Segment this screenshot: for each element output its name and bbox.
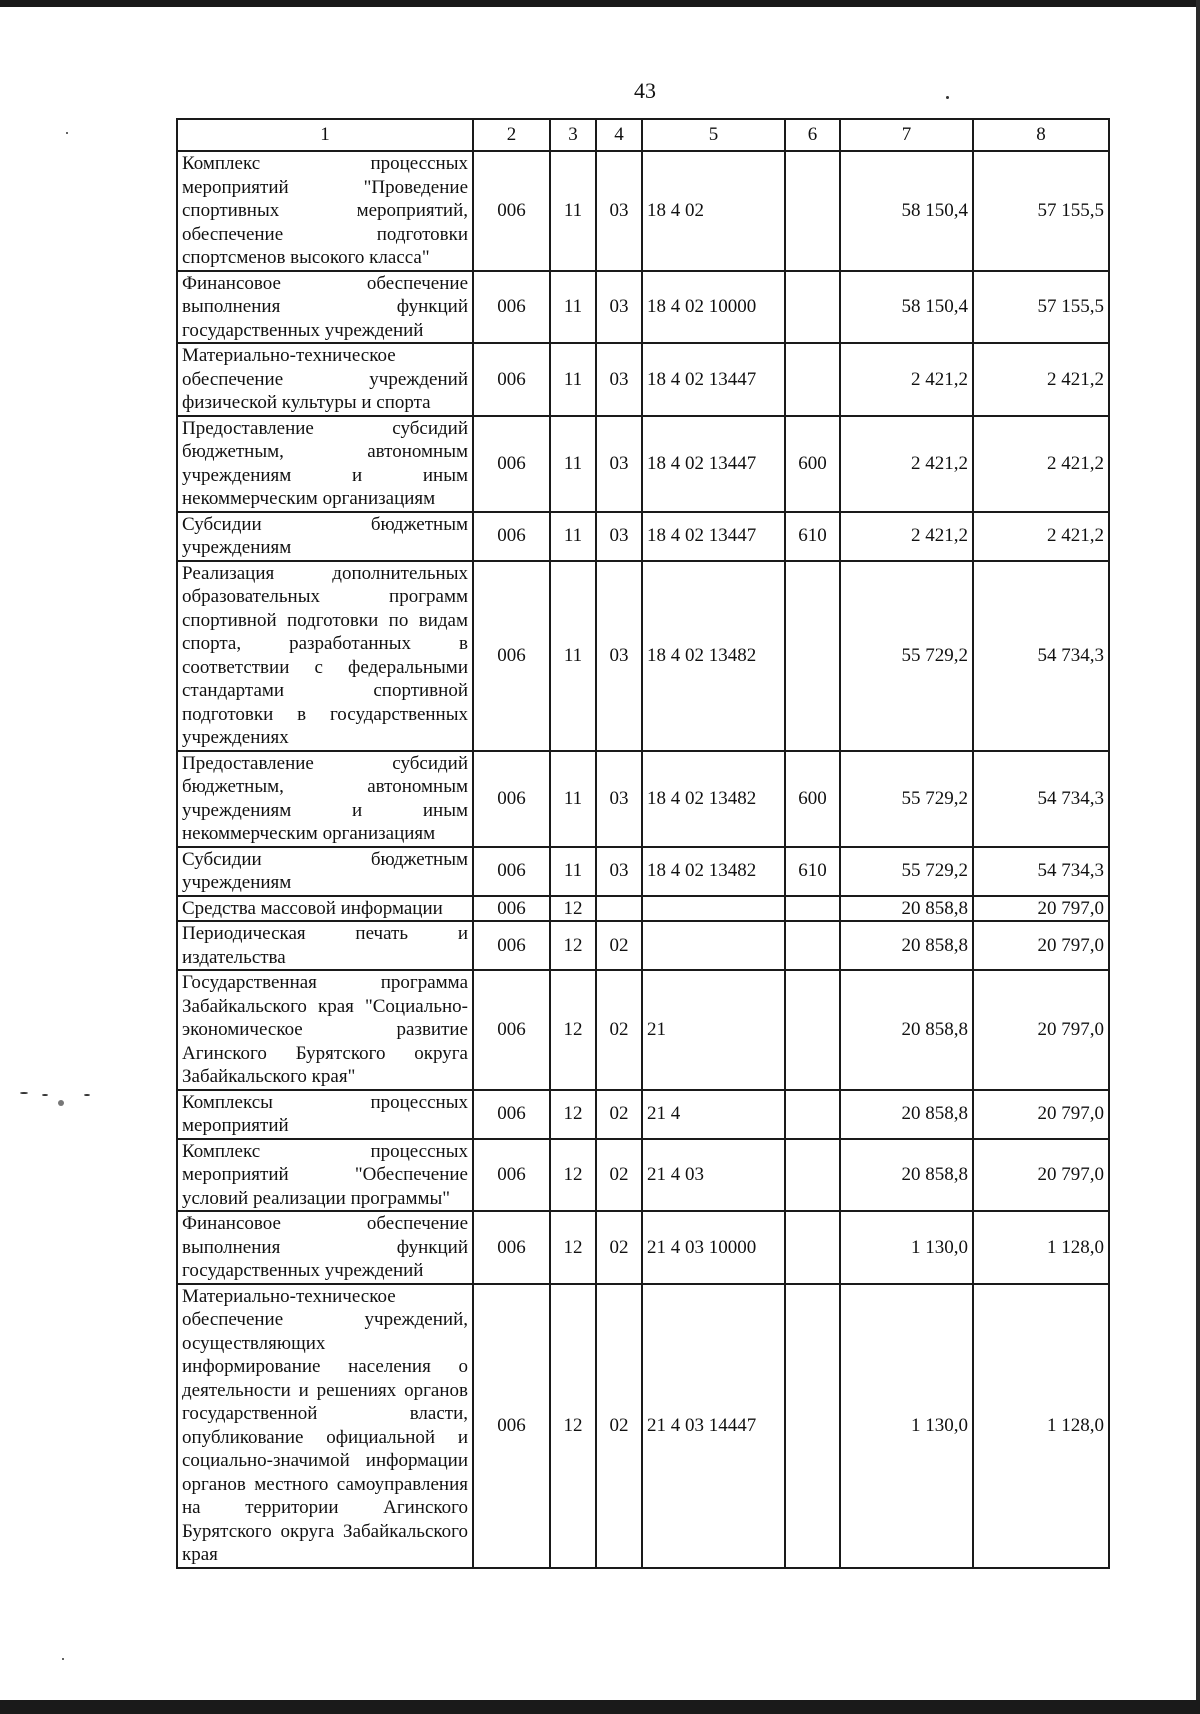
subsection-code: 03 [596, 847, 642, 896]
subsection-code: 03 [596, 271, 642, 344]
row-description: Субсидии бюджетным учреждениям [177, 847, 473, 896]
subsection-code: 02 [596, 1284, 642, 1568]
table-row [177, 847, 1109, 896]
expense-type-code [785, 561, 840, 751]
amount-year-2: 20 797,0 [973, 970, 1109, 1090]
ministry-code: 006 [473, 416, 550, 512]
amount-year-1: 20 858,8 [840, 1139, 973, 1212]
table-row [177, 561, 1109, 751]
expense-type-code [785, 921, 840, 970]
amount-year-2: 1 128,0 [973, 1211, 1109, 1284]
target-item-code: 21 4 [642, 1090, 785, 1139]
amount-year-1: 20 858,8 [840, 896, 973, 922]
target-item-code: 21 [642, 970, 785, 1090]
section-code: 11 [550, 751, 596, 847]
amount-year-2: 2 421,2 [973, 343, 1109, 416]
table-row [177, 921, 1109, 970]
subsection-code: 03 [596, 561, 642, 751]
target-item-code: 18 4 02 13447 [642, 343, 785, 416]
column-header: 6 [785, 119, 840, 151]
column-header: 5 [642, 119, 785, 151]
table-row [177, 751, 1109, 847]
amount-year-1: 55 729,2 [840, 561, 973, 751]
target-item-code [642, 921, 785, 970]
amount-year-2: 57 155,5 [973, 271, 1109, 344]
ministry-code: 006 [473, 1090, 550, 1139]
amount-year-1: 58 150,4 [840, 271, 973, 344]
expense-type-code [785, 896, 840, 922]
amount-year-2: 54 734,3 [973, 847, 1109, 896]
target-item-code: 21 4 03 14447 [642, 1284, 785, 1568]
row-description: Материально-техническое обеспечение учреждений физической культуры и спорта [177, 343, 473, 416]
scan-speck [20, 1092, 28, 1094]
ministry-code: 006 [473, 271, 550, 344]
section-code: 12 [550, 1211, 596, 1284]
section-code: 11 [550, 151, 596, 271]
subsection-code: 02 [596, 1211, 642, 1284]
table-row [177, 1090, 1109, 1139]
expense-type-code [785, 271, 840, 344]
target-item-code: 18 4 02 10000 [642, 271, 785, 344]
ministry-code: 006 [473, 970, 550, 1090]
ministry-code: 006 [473, 343, 550, 416]
section-code: 11 [550, 847, 596, 896]
amount-year-1: 55 729,2 [840, 847, 973, 896]
target-item-code: 18 4 02 13447 [642, 512, 785, 561]
subsection-code: 03 [596, 751, 642, 847]
subsection-code: 02 [596, 970, 642, 1090]
target-item-code: 18 4 02 13482 [642, 847, 785, 896]
expense-type-code: 610 [785, 847, 840, 896]
section-code: 11 [550, 271, 596, 344]
subsection-code: 02 [596, 1139, 642, 1212]
expense-type-code [785, 1090, 840, 1139]
table-row [177, 1211, 1109, 1284]
row-description: Материально-техническое обеспечение учреждений, осуществляющих информирование населения о деятельности и решениях органов государственной власти, опубликование официальной и социально-значимой информации органов местного самоуправления на территории Агинского Бурятского округа Забайкальского края [177, 1284, 473, 1568]
scan-speck [42, 1094, 48, 1096]
section-code: 12 [550, 1139, 596, 1212]
target-item-code [642, 896, 785, 922]
row-description: Государственная программа Забайкальского края "Социально-экономическое развитие Агинского Бурятского округа Забайкальского края" [177, 970, 473, 1090]
amount-year-2: 57 155,5 [973, 151, 1109, 271]
amount-year-2: 20 797,0 [973, 1139, 1109, 1212]
column-header: 1 [177, 119, 473, 151]
amount-year-2: 54 734,3 [973, 561, 1109, 751]
section-code: 12 [550, 921, 596, 970]
row-description: Реализация дополнительных образовательных программ спортивной подготовки по видам спорта, разработанных в соответствии с федеральными стандартами спортивной подготовки в государственных учреждениях [177, 561, 473, 751]
ministry-code: 006 [473, 751, 550, 847]
amount-year-2: 2 421,2 [973, 512, 1109, 561]
scan-speck [66, 132, 68, 134]
table-header-row [177, 119, 1109, 151]
row-description: Финансовое обеспечение выполнения функций государственных учреждений [177, 271, 473, 344]
amount-year-1: 20 858,8 [840, 1090, 973, 1139]
column-header: 8 [973, 119, 1109, 151]
subsection-code: 03 [596, 343, 642, 416]
row-description: Комплексы процессных мероприятий [177, 1090, 473, 1139]
expense-type-code: 600 [785, 416, 840, 512]
section-code: 12 [550, 896, 596, 922]
ministry-code: 006 [473, 1139, 550, 1212]
target-item-code: 21 4 03 [642, 1139, 785, 1212]
section-code: 12 [550, 1284, 596, 1568]
table-row [177, 343, 1109, 416]
scan-speck [946, 96, 949, 99]
scan-border-top [0, 0, 1200, 7]
ministry-code: 006 [473, 561, 550, 751]
expense-type-code [785, 1139, 840, 1212]
table-body [177, 151, 1109, 1568]
amount-year-1: 20 858,8 [840, 970, 973, 1090]
expense-type-code [785, 151, 840, 271]
expense-type-code [785, 1211, 840, 1284]
subsection-code: 03 [596, 151, 642, 271]
section-code: 11 [550, 416, 596, 512]
column-header: 3 [550, 119, 596, 151]
amount-year-1: 2 421,2 [840, 512, 973, 561]
subsection-code: 03 [596, 416, 642, 512]
row-description: Финансовое обеспечение выполнения функций государственных учреждений [177, 1211, 473, 1284]
scan-speck [58, 1100, 64, 1106]
scan-border-right [1196, 0, 1200, 1714]
target-item-code: 18 4 02 13482 [642, 561, 785, 751]
target-item-code: 18 4 02 13482 [642, 751, 785, 847]
table-row [177, 416, 1109, 512]
row-description: Комплекс процессных мероприятий "Обеспечение условий реализации программы" [177, 1139, 473, 1212]
table-row [177, 1139, 1109, 1212]
section-code: 12 [550, 1090, 596, 1139]
scan-speck [84, 1094, 90, 1096]
page-number: 43 [634, 78, 656, 103]
column-header: 4 [596, 119, 642, 151]
column-header: 2 [473, 119, 550, 151]
amount-year-1: 55 729,2 [840, 751, 973, 847]
ministry-code: 006 [473, 1284, 550, 1568]
scan-border-bottom [0, 1700, 1200, 1714]
row-description: Субсидии бюджетным учреждениям [177, 512, 473, 561]
section-code: 11 [550, 343, 596, 416]
amount-year-2: 54 734,3 [973, 751, 1109, 847]
amount-year-1: 1 130,0 [840, 1284, 973, 1568]
subsection-code [596, 896, 642, 922]
ministry-code: 006 [473, 921, 550, 970]
row-description: Комплекс процессных мероприятий "Проведение спортивных мероприятий, обеспечение подготовки спортсменов высокого класса" [177, 151, 473, 271]
subsection-code: 02 [596, 921, 642, 970]
ministry-code: 006 [473, 896, 550, 922]
target-item-code: 21 4 03 10000 [642, 1211, 785, 1284]
amount-year-1: 58 150,4 [840, 151, 973, 271]
target-item-code: 18 4 02 13447 [642, 416, 785, 512]
budget-table [176, 118, 1110, 1569]
section-code: 11 [550, 561, 596, 751]
expense-type-code: 610 [785, 512, 840, 561]
amount-year-2: 20 797,0 [973, 921, 1109, 970]
table-row [177, 151, 1109, 271]
expense-type-code: 600 [785, 751, 840, 847]
subsection-code: 03 [596, 512, 642, 561]
section-code: 12 [550, 970, 596, 1090]
ministry-code: 006 [473, 151, 550, 271]
row-description: Предоставление субсидий бюджетным, автономным учреждениям и иным некоммерческим организациям [177, 751, 473, 847]
table-row [177, 271, 1109, 344]
target-item-code: 18 4 02 [642, 151, 785, 271]
amount-year-1: 2 421,2 [840, 343, 973, 416]
column-header: 7 [840, 119, 973, 151]
amount-year-2: 1 128,0 [973, 1284, 1109, 1568]
table-row [177, 1284, 1109, 1568]
scan-speck [62, 1658, 64, 1660]
table-row [177, 970, 1109, 1090]
amount-year-1: 1 130,0 [840, 1211, 973, 1284]
table-row [177, 896, 1109, 922]
expense-type-code [785, 343, 840, 416]
row-description: Периодическая печать и издательства [177, 921, 473, 970]
expense-type-code [785, 970, 840, 1090]
ministry-code: 006 [473, 847, 550, 896]
subsection-code: 02 [596, 1090, 642, 1139]
table-row [177, 512, 1109, 561]
ministry-code: 006 [473, 512, 550, 561]
amount-year-1: 20 858,8 [840, 921, 973, 970]
amount-year-2: 2 421,2 [973, 416, 1109, 512]
expense-type-code [785, 1284, 840, 1568]
row-description: Средства массовой информации [177, 896, 473, 922]
section-code: 11 [550, 512, 596, 561]
amount-year-1: 2 421,2 [840, 416, 973, 512]
amount-year-2: 20 797,0 [973, 896, 1109, 922]
row-description: Предоставление субсидий бюджетным, автономным учреждениям и иным некоммерческим организациям [177, 416, 473, 512]
ministry-code: 006 [473, 1211, 550, 1284]
amount-year-2: 20 797,0 [973, 1090, 1109, 1139]
